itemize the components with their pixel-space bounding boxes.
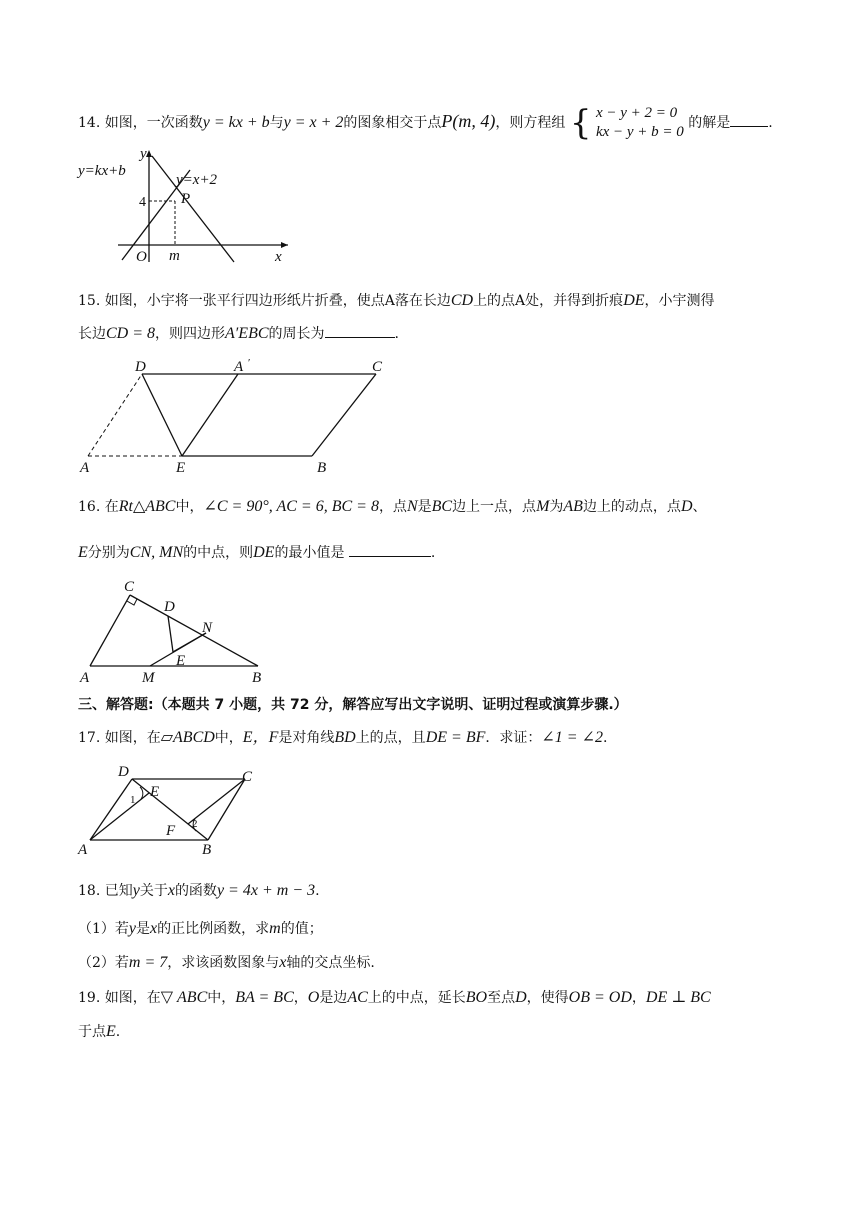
figure-14-graph [78, 146, 298, 266]
svg-text:1: 1 [130, 794, 136, 806]
q14-formula-2: y = x + 2 [283, 114, 344, 131]
q16-text-line1: 16. 在Rt△ABC中，∠C = 90°, AC = 6, BC = 8，点N是BC边上一点，点M为AB边上的动点，点D、 [78, 498, 707, 515]
label-m: m [169, 248, 180, 264]
x-arrow-icon [281, 242, 288, 248]
svg-text:D: D [164, 599, 175, 615]
svg-text:B: B [317, 460, 327, 476]
svg-text:C: C [372, 359, 383, 375]
svg-text:M: M [142, 670, 155, 686]
svg-text:E: E [176, 653, 186, 669]
answer-blank [730, 112, 768, 127]
svg-text:2: 2 [192, 818, 198, 830]
angle1-arc-icon [140, 787, 143, 799]
svg-text:F: F [166, 823, 176, 839]
q14-text: 14. 如图，一次函数y = kx + b与y = x + 2的图象相交于点P(m, 4)，则方程组 { x − y + 2 = 0 kx − y + b = 0 的解是 . [78, 103, 773, 143]
label-x: x [275, 249, 282, 265]
q14-point: P(m, 4) [441, 111, 496, 131]
svg-text:′: ′ [248, 357, 251, 369]
label-kx-b: y=kx+b [78, 163, 126, 179]
svg-text:C: C [124, 579, 135, 595]
svg-text:E: E [150, 784, 160, 800]
label-origin: O [136, 249, 147, 265]
q18-text: 18. 已知y关于x的函数y = 4x + m − 3. [78, 882, 320, 899]
svg-text:C: C [242, 769, 253, 785]
brace-icon: { [569, 103, 592, 143]
q14-formula-1: y = kx + b [202, 114, 270, 131]
q15-text-line1: 15. 如图，小宇将一张平行四边形纸片折叠，使点A落在长边CD上的点A处，并得到折痕DE，小宇测得 [78, 292, 715, 309]
label-y: y [140, 146, 147, 162]
section-header: 三、解答题:（本题共 7 小题，共 72 分，解答应写出文字说明、证明过程或演算步骤.） [78, 697, 628, 713]
svg-text:B: B [202, 842, 212, 858]
svg-text:B: B [252, 670, 262, 686]
q15-number: 15. [78, 293, 101, 309]
svg-text:E: E [176, 460, 186, 476]
svg-text:A: A [80, 670, 90, 686]
q14-number: 14. [78, 115, 101, 131]
figure-16-right-triangle [78, 576, 278, 686]
q17-text: 17. 如图，在▱ABCD中，E，F是对角线BD上的点，且DE = BF．求证：∠1 = ∠2. [78, 729, 608, 746]
svg-text:A: A [234, 359, 244, 375]
answer-blank [325, 323, 395, 338]
figure-15-parallelogram [78, 356, 398, 476]
right-angle-icon [127, 599, 137, 605]
q18-number: 18. [78, 883, 101, 899]
svg-text:A: A [78, 842, 88, 858]
label-x-2: y=x+2 [176, 172, 218, 188]
answer-blank [349, 542, 431, 557]
svg-text:N: N [202, 620, 213, 636]
q19-number: 19. [78, 990, 101, 1006]
q17-number: 17. [78, 730, 101, 746]
q14-eq1: x − y + 2 = 0 [595, 105, 678, 121]
q18-part2: （2）若m = 7，求该函数图象与x轴的交点坐标. [78, 954, 375, 971]
figure-17-parallelogram [78, 762, 278, 862]
q14-equation-system [570, 104, 684, 142]
svg-text:A: A [80, 460, 90, 476]
q19-text-line2: 于点E. [78, 1023, 121, 1040]
svg-text:D: D [135, 359, 146, 375]
svg-text:D: D [118, 764, 129, 780]
q15-text-line2: 长边CD = 8，则四边形A′EBC的周长为 . [78, 325, 399, 342]
q18-part1: （1）若y是x的正比例函数，求m的值； [78, 920, 323, 937]
q14-eq2: kx − y + b = 0 [595, 124, 684, 140]
y-arrow-icon [146, 150, 152, 157]
crease-de [142, 374, 182, 456]
label-4: 4 [139, 195, 146, 210]
label-p: P [181, 191, 191, 207]
q16-number: 16. [78, 499, 101, 515]
q16-text-line2: E分别为CN, MN的中点，则DE的最小值是 . [78, 544, 436, 561]
q19-text-line1: 19. 如图，在▽ ABC中，BA = BC，O是边AC上的中点，延长BO至点D，使得OB = OD，DE ⊥ BC [78, 989, 711, 1006]
